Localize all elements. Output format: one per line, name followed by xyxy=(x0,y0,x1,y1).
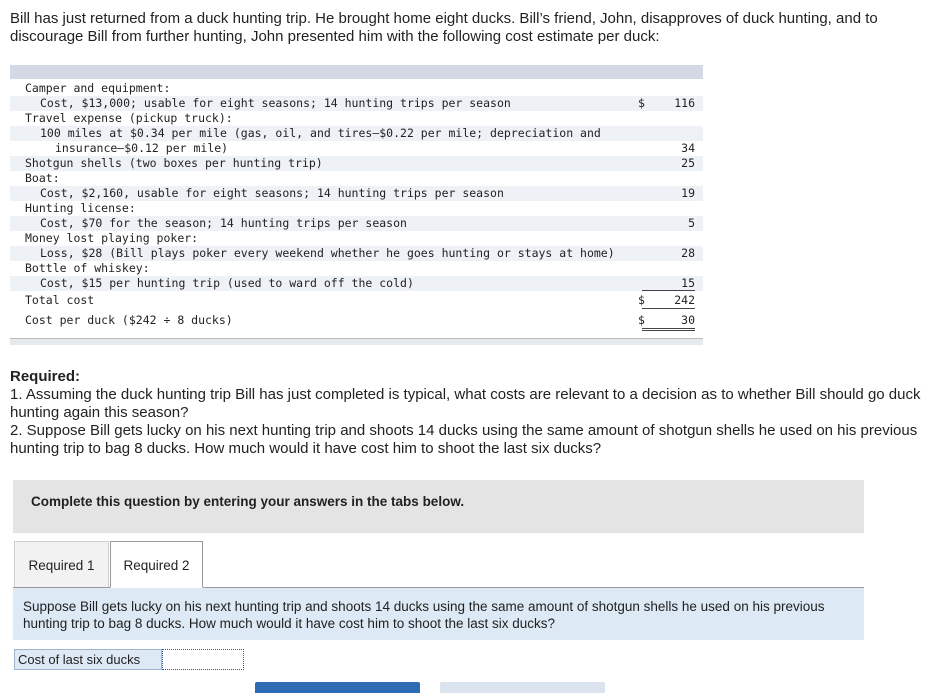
tab-label: Required 2 xyxy=(123,558,190,573)
table-row xyxy=(10,276,703,291)
row-label: Loss, $28 (Bill plays poker every weekend whether he goes hunting or stays at home) xyxy=(40,246,615,260)
per-duck-row xyxy=(10,313,703,328)
required-question-1: 1. Assuming the duck hunting trip Bill has just completed is typical, what costs are relevant to a decision as to whether Bill should go duck hunting again this season? xyxy=(10,386,921,421)
answer-label: Cost of last six ducks xyxy=(14,649,162,670)
table-footer-bar xyxy=(10,338,703,345)
next-button[interactable] xyxy=(440,682,605,693)
table-row xyxy=(10,96,703,111)
total-rule xyxy=(642,308,695,309)
tab-label: Required 1 xyxy=(28,558,95,573)
table-row xyxy=(10,186,703,201)
row-label: 100 miles at $0.34 per mile (gas, oil, and tires—$0.22 per mile; depreciation and xyxy=(40,126,601,140)
row-amount: 28 xyxy=(681,246,695,260)
table-row xyxy=(10,216,703,231)
row-label: Travel expense (pickup truck): xyxy=(25,111,233,125)
row-amount: 25 xyxy=(681,156,695,170)
row-label: Bottle of whiskey: xyxy=(25,261,150,275)
row-amount: 116 xyxy=(674,96,695,110)
row-label: insurance—$0.12 per mile) xyxy=(55,141,229,155)
row-dollar-sign: $ xyxy=(638,96,645,110)
table-row xyxy=(10,111,703,126)
tab-required-1[interactable] xyxy=(14,541,109,588)
table-header-bar xyxy=(10,65,703,79)
table-row xyxy=(10,246,703,261)
row-label: Boat: xyxy=(25,171,60,185)
row-label: Cost per duck ($242 ÷ 8 ducks) xyxy=(25,313,233,327)
row-dollar-sign: $ xyxy=(638,313,645,327)
total-double-rule xyxy=(642,328,695,329)
table-row xyxy=(10,81,703,96)
subtotal-rule xyxy=(642,290,695,291)
tab-required-2[interactable] xyxy=(110,541,203,588)
row-label: Cost, $70 for the season; 14 hunting trips per season xyxy=(40,216,407,230)
row-label: Cost, $15 per hunting trip (used to ward off the cold) xyxy=(40,276,414,290)
required-heading: Required: xyxy=(10,368,81,385)
table-row xyxy=(10,141,703,156)
row-label: Camper and equipment: xyxy=(25,81,171,95)
row-label: Money lost playing poker: xyxy=(25,231,199,245)
row-amount: 30 xyxy=(681,313,695,327)
table-row xyxy=(10,171,703,186)
row-label: Total cost xyxy=(25,293,95,307)
required-question-2: 2. Suppose Bill gets lucky on his next hunting trip and shoots 14 ducks using the same amount of shotgun shells he used on his previous hunting trip to bag 8 ducks. How much would it have cost him to shoot the last six ducks? xyxy=(10,422,918,457)
row-label: Hunting license: xyxy=(25,201,136,215)
row-amount: 15 xyxy=(681,276,695,290)
required-section xyxy=(10,368,935,458)
table-row xyxy=(10,261,703,276)
cost-estimate-table xyxy=(10,65,703,345)
row-label: Cost, $13,000; usable for eight seasons; 14 hunting trips per season xyxy=(40,96,511,110)
prev-button[interactable] xyxy=(255,682,420,693)
row-label: Shotgun shells (two boxes per hunting trip) xyxy=(25,156,323,170)
row-amount: 242 xyxy=(674,293,695,307)
table-row xyxy=(10,126,703,141)
row-amount: 34 xyxy=(681,141,695,155)
instruction-text: Complete this question by entering your answers in the tabs below. xyxy=(31,494,465,509)
table-row xyxy=(10,156,703,171)
problem-intro: Bill has just returned from a duck hunting trip. He brought home eight ducks. Bill’s friend, John, disapproves of duck hunting, and to discourage Bill from further hunting, John presented him with the following cost estimate per duck: xyxy=(10,10,878,45)
panel-question: Suppose Bill gets lucky on his next hunting trip and shoots 14 ducks using the same amount of shotgun shells he used on his previous hunting trip to bag 8 ducks. How much would it have cost him to shoot the last six ducks? xyxy=(23,599,825,631)
total-double-rule xyxy=(642,330,695,331)
row-dollar-sign: $ xyxy=(638,293,645,307)
row-amount: 19 xyxy=(681,186,695,200)
tab-panel xyxy=(13,588,864,640)
row-amount: 5 xyxy=(688,216,695,230)
total-row xyxy=(10,293,703,308)
table-row xyxy=(10,231,703,246)
table-row xyxy=(10,201,703,216)
table-body xyxy=(10,79,703,343)
cost-last-six-ducks-input[interactable] xyxy=(162,649,244,670)
instruction-banner xyxy=(13,480,864,533)
row-label: Cost, $2,160, usable for eight seasons; 14 hunting trips per season xyxy=(40,186,504,200)
